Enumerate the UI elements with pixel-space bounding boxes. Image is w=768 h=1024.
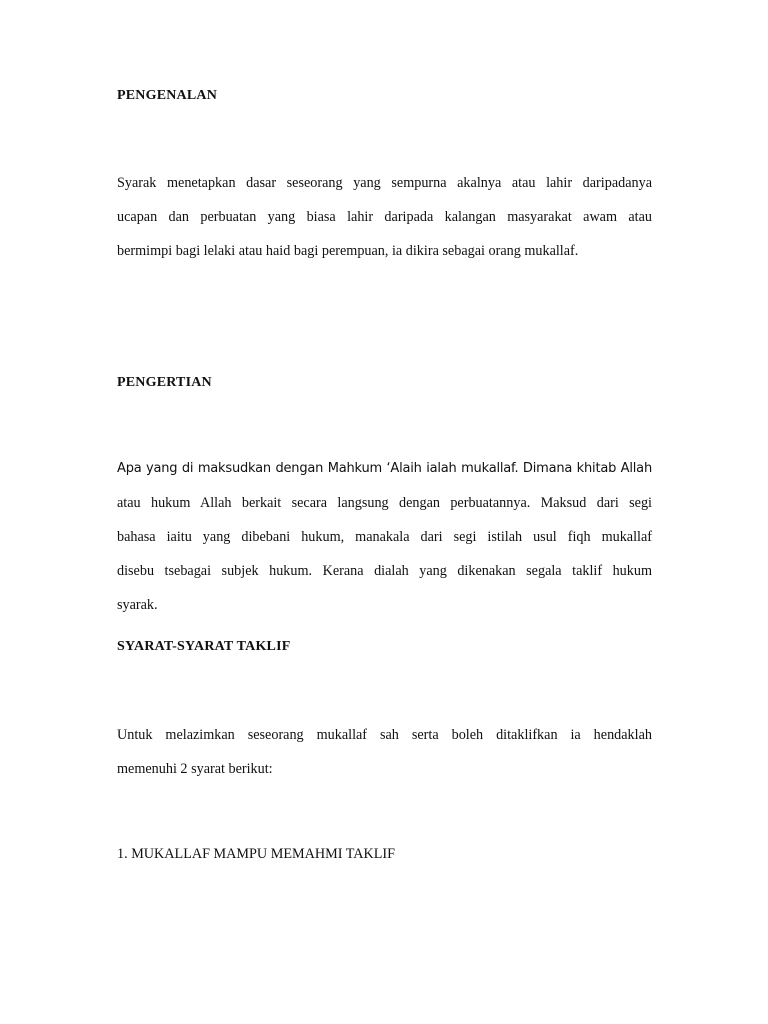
paragraph-pengenalan bbox=[117, 166, 652, 268]
heading-syarat-taklif: SYARAT-SYARAT TAKLIF bbox=[117, 639, 291, 654]
paragraph-syarat-taklif bbox=[117, 718, 652, 786]
heading-pengertian: PENGERTIAN bbox=[117, 375, 212, 390]
paragraph-line: Untuk melazimkan seseorang mukallaf sah serta boleh ditaklifkan ia hendaklah bbox=[117, 727, 652, 743]
paragraph-line: ucapan dan perbuatan yang biasa lahir daripada kalangan masyarakat awam atau bbox=[117, 209, 652, 225]
heading-pengenalan: PENGENALAN bbox=[117, 88, 218, 103]
paragraph-line: bahasa iaitu yang dibebani hukum, manakala dari segi istilah usul fiqh mukallaf bbox=[117, 529, 652, 545]
paragraph-line: bermimpi bagi lelaki atau haid bagi perempuan, ia dikira sebagai orang mukallaf. bbox=[117, 243, 579, 259]
paragraph-line: Apa yang di maksudkan dengan Mahkum ‘Alaih ialah mukallaf. Dimana khitab Allah bbox=[117, 461, 652, 476]
paragraph-line: disebu tsebagai subjek hukum. Kerana dialah yang dikenakan segala taklif hukum bbox=[117, 563, 652, 579]
paragraph-line: syarak. bbox=[117, 597, 158, 613]
numbered-item-1: 1. MUKALLAF MAMPU MEMAHMI TAKLIF bbox=[117, 846, 396, 862]
paragraph-line: memenuhi 2 syarat berikut: bbox=[117, 761, 273, 777]
paragraph-line: Syarak menetapkan dasar seseorang yang sempurna akalnya atau lahir daripadanya bbox=[117, 175, 652, 191]
paragraph-pengertian bbox=[117, 452, 652, 622]
paragraph-line: atau hukum Allah berkait secara langsung dengan perbuatannya. Maksud dari segi bbox=[117, 495, 652, 511]
